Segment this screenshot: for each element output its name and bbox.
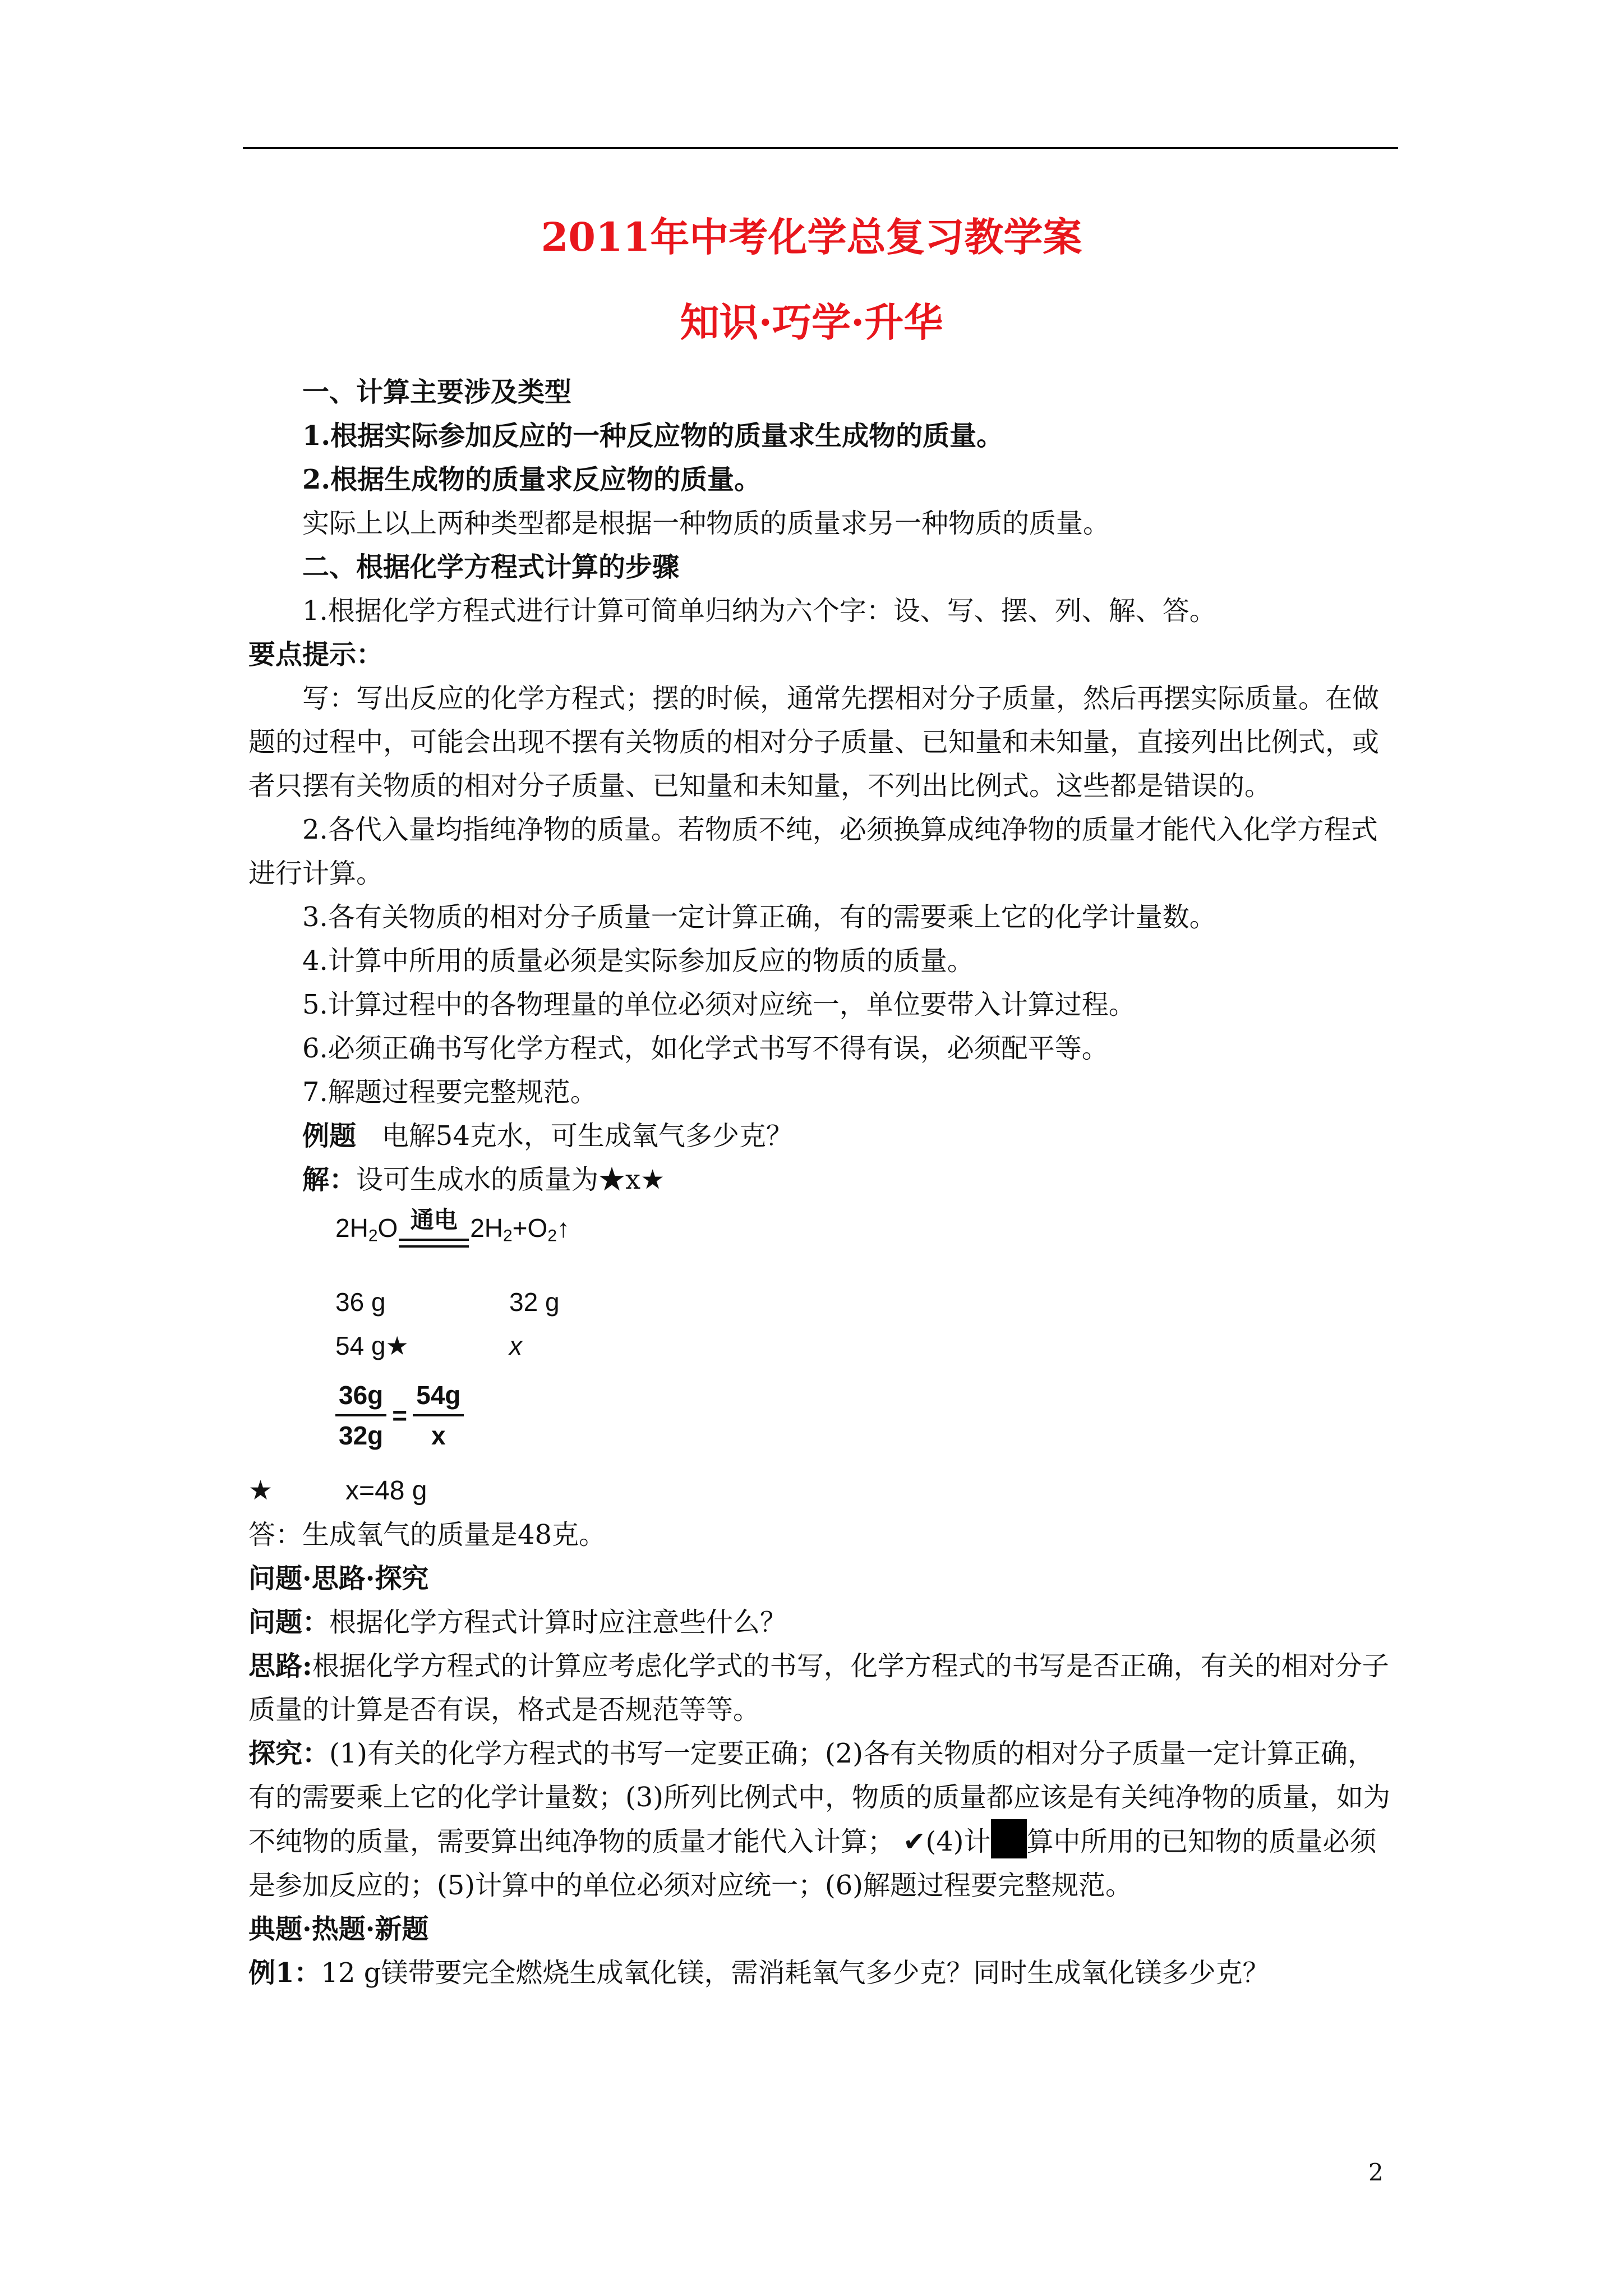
section1-item2: 2.根据生成物的质量求反应物的质量。: [302, 464, 762, 495]
star-icon: ★: [248, 1475, 273, 1506]
proportion: $\frac{36g}{32g}$ = $\frac{54g}{x}$: [335, 1368, 1396, 1463]
section2-item7: 7.解题过程要完整规范。: [302, 1076, 597, 1108]
check-icon: ✔: [903, 1826, 926, 1857]
idea-line: 思路:根据化学方程式的计算应考虑化学式的书写，化学方程式的书写是否正确，有关的相对分子质量的计算是否有误，格式是否规范等等。: [248, 1650, 1389, 1726]
equation-block: [248, 1202, 1396, 1463]
question-line: 问题：根据化学方程式计算时应注意些什么？: [248, 1607, 787, 1638]
fraction-left: $\frac{36g}{32g}$: [335, 1378, 386, 1452]
page-number: 2: [1368, 2159, 1384, 2186]
chemical-equation: [335, 1202, 1396, 1258]
header-rule: [243, 147, 1398, 149]
fraction-right: $\frac{54g}{x}$: [413, 1378, 464, 1452]
document-body: [248, 370, 1396, 1995]
section2-item1: 1.根据化学方程式进行计算可简单归纳为六个字：设、写、摆、列、解、答。: [302, 595, 1216, 627]
tips-label: 要点提示：: [248, 639, 384, 670]
explore-line: 探究：(1)有关的化学方程式的书写一定要正确；(2)各有关物质的相对分子质量一定计算正确，有的需要乘上它的化学计量数；(3)所列比例式中，物质的质量都应该是有关纯净物的质量，如为不纯物的质量，需要算出纯净物的质量才能代入计算； ✔(4)计 算中所用的已知物的质量必须是参加反应的；(5)计算中的单位必须对应统一；(6)解题过程要完整规范。: [248, 1738, 1390, 1901]
inquiry-heading: 问题·思路·探究: [248, 1563, 429, 1594]
section1-item1: 1.根据实际参加反应的一种反应物的质量求生成物的质量。: [302, 420, 1004, 452]
section2-item4: 4.计算中所用的质量必须是实际参加反应的物质的质量。: [302, 945, 974, 977]
example-question-text: 电解54克水，可生成氧气多少克？: [381, 1120, 793, 1152]
reaction-condition-sign: [399, 1206, 469, 1258]
mass2-left: 54 g★: [335, 1331, 409, 1360]
result-line: [248, 1469, 1396, 1513]
mass2-right: x: [509, 1331, 522, 1360]
typical-heading: 典题·热题·新题: [248, 1913, 429, 1945]
mass1-right: 32 g: [509, 1287, 560, 1317]
section2-item5: 5.计算过程中的各物理量的单位必须对应统一，单位要带入计算过程。: [302, 989, 1136, 1020]
example-solve: [248, 1158, 1396, 1202]
molar-mass-row: [335, 1280, 1396, 1324]
section2-item6: 6.必须正确书写化学方程式，如化学式书写不得有误，必须配平等。: [302, 1033, 1109, 1064]
page-subtitle: 知识·巧学·升华: [680, 299, 943, 346]
redaction-block: [991, 1819, 1027, 1858]
example-label: 例题: [302, 1120, 357, 1152]
section1-heading: 一、计算主要涉及类型: [302, 376, 572, 408]
reactant: $2H_2O$: [335, 1213, 398, 1245]
answer-line: 答：生成氧气的质量是48克。: [248, 1519, 606, 1550]
solve-text: 设可生成水的质量为★x★: [356, 1164, 665, 1195]
section2-item2: 2.各代入量均指纯净物的质量。若物质不纯，必须换算成纯净物的质量才能代入化学方程式进行计算。: [248, 814, 1378, 889]
example1-line: 例1：12 g镁带要完全燃烧生成氧化镁，需消耗氧气多少克？同时生成氧化镁多少克？: [248, 1957, 1270, 1989]
products: $2H_2+O_2↑$: [470, 1213, 570, 1245]
section1-note: 实际上以上两种类型都是根据一种物质的质量求另一种物质的质量。: [302, 508, 1110, 539]
example-question: [248, 1114, 1396, 1158]
section2-heading: 二、根据化学方程式计算的步骤: [302, 551, 680, 583]
result-text: x=48 g: [345, 1476, 427, 1506]
tips-text: 写：写出反应的化学方程式；摆的时候，通常先摆相对分子质量，然后再摆实际质量。在做题的过程中，可能会出现不摆有关物质的相对分子质量、已知量和未知量，直接列出比例式，或者只摆有关物质的相对分子质量、已知量和未知量，不列出比例式。这些都是错误的。: [248, 683, 1380, 802]
condition-label: 通电: [410, 1206, 458, 1234]
section2-item3: 3.各有关物质的相对分子质量一定计算正确，有的需要乘上它的化学计量数。: [302, 901, 1216, 933]
mass1-left: 36 g: [335, 1287, 386, 1317]
actual-mass-row: [335, 1324, 1396, 1368]
page-title: 2011年中考化学总复习教学案: [541, 214, 1082, 260]
solve-label: 解：: [302, 1164, 357, 1195]
